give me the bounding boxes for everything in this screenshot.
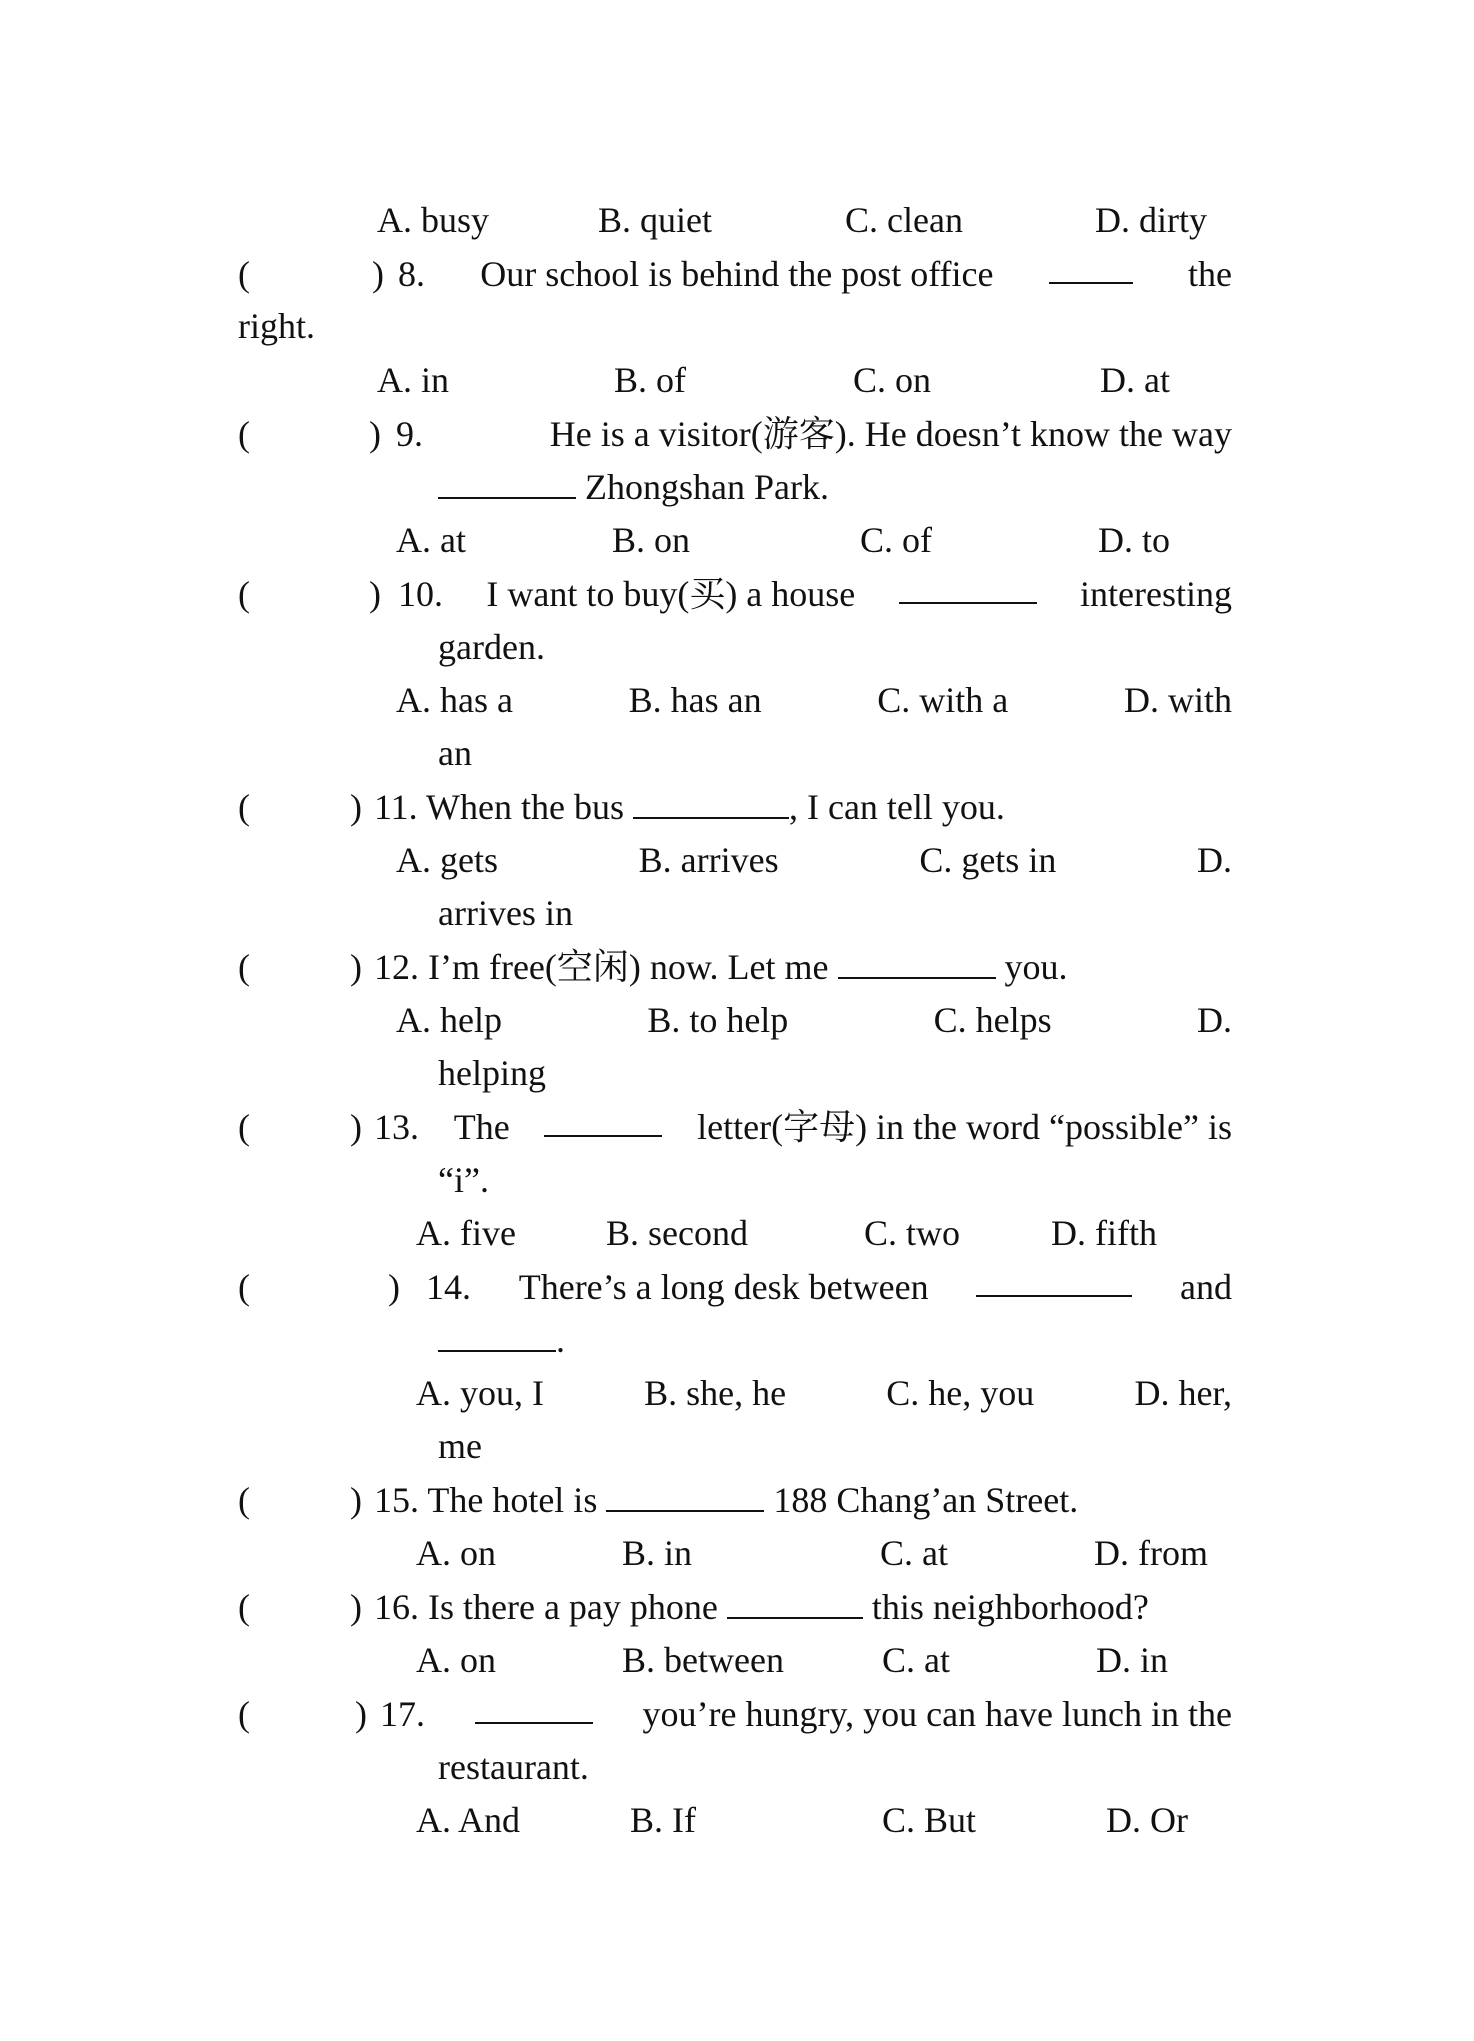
option-c: C. at: [880, 1533, 948, 1573]
option-b: B. in: [622, 1533, 693, 1573]
question-number: 13.: [374, 1107, 419, 1147]
answer-paren-open: (: [238, 574, 250, 614]
answer-paren-close: ): [388, 1267, 400, 1307]
question-13: [374, 1105, 1232, 1149]
question-10-continuation: garden.: [438, 627, 545, 667]
question-text: When the bus: [426, 787, 624, 827]
answer-blank: [899, 572, 1037, 604]
option-a: A. help: [396, 1000, 502, 1040]
question-15: [374, 1478, 1078, 1522]
option-a: A. in: [377, 360, 449, 400]
question-text: He is a visitor(游客). He doesn’t know the way: [549, 414, 1232, 454]
answer-paren-open: (: [238, 1587, 250, 1627]
answer-blank: [633, 787, 789, 819]
question-text-after: Zhongshan Park.: [585, 467, 829, 507]
option-d: D.: [1197, 840, 1232, 880]
option-c: C. two: [864, 1213, 961, 1253]
question-9-continuation: [438, 465, 829, 509]
question-12-options: [396, 998, 1232, 1042]
option-d-continuation: arrives in: [438, 893, 573, 933]
option-b: B. she, he: [644, 1373, 787, 1413]
question-number: 16.: [374, 1587, 419, 1627]
answer-blank: [438, 467, 576, 499]
question-text: I’m free(空闲) now. Let me: [428, 947, 829, 987]
question-text-after: and: [1180, 1267, 1232, 1307]
answer-blank: [1049, 252, 1133, 284]
answer-paren-open: (: [238, 947, 250, 987]
option-c: C. gets in: [919, 840, 1057, 880]
option-b: B. of: [614, 360, 686, 400]
answer-blank: [438, 1320, 556, 1352]
question-14: [426, 1265, 1232, 1309]
answer-paren-close: ): [369, 574, 381, 614]
answer-blank: [727, 1587, 863, 1619]
question-text-after: letter(字母) in the word “possible” is: [697, 1107, 1232, 1147]
option-a: A. busy: [377, 200, 490, 240]
answer-paren-open: (: [238, 1267, 250, 1307]
answer-paren-open: (: [238, 1107, 250, 1147]
answer-blank: [838, 947, 996, 979]
question-10: [398, 572, 1232, 616]
option-a: A. you, I: [416, 1373, 544, 1413]
period: .: [556, 1320, 565, 1360]
answer-paren-close: ): [350, 787, 362, 827]
option-a: A. has a: [396, 680, 513, 720]
answer-paren-close: ): [372, 254, 384, 294]
answer-blank: [544, 1105, 662, 1137]
option-d: D. her,: [1134, 1373, 1232, 1413]
option-b: B. has an: [628, 680, 762, 720]
question-text: The: [453, 1107, 510, 1147]
answer-paren-close: ): [350, 1587, 362, 1627]
option-c: C. But: [882, 1800, 977, 1840]
question-number: 17.: [380, 1694, 425, 1734]
option-c: C. on: [853, 360, 932, 400]
option-b: B. arrives: [638, 840, 779, 880]
question-number: 12.: [374, 947, 419, 987]
question-16: [374, 1585, 1149, 1629]
option-c: C. of: [860, 520, 932, 560]
question-text-after: this neighborhood?: [871, 1587, 1149, 1627]
option-d-continuation: an: [438, 733, 472, 773]
answer-paren-close: ): [355, 1694, 367, 1734]
option-d-continuation: helping: [438, 1053, 546, 1093]
option-b: B. quiet: [598, 200, 712, 240]
option-d: D. dirty: [1095, 200, 1207, 240]
question-text-after: interesting: [1080, 574, 1232, 614]
option-a: A. at: [396, 520, 466, 560]
question-11: [374, 785, 1005, 829]
answer-paren-close: ): [350, 1107, 362, 1147]
question-9: [396, 412, 1232, 456]
option-b: B. on: [612, 520, 691, 560]
answer-paren-close: ): [350, 947, 362, 987]
question-12: [374, 945, 1068, 989]
question-8: [398, 252, 1232, 296]
question-text: The hotel is: [427, 1480, 598, 1520]
question-number: 10.: [398, 574, 443, 614]
option-d: D. fifth: [1051, 1213, 1157, 1253]
option-b: B. second: [606, 1213, 748, 1253]
question-10-options: [396, 678, 1232, 722]
option-a: A. on: [416, 1640, 496, 1680]
answer-paren-close: ): [350, 1480, 362, 1520]
option-d-continuation: me: [438, 1426, 482, 1466]
option-c: C. with a: [877, 680, 1009, 720]
question-number: 8.: [398, 254, 425, 294]
option-c: C. helps: [933, 1000, 1052, 1040]
option-a: A. gets: [396, 840, 498, 880]
option-d: D. with: [1123, 680, 1232, 720]
answer-paren-close: ): [369, 414, 381, 454]
question-14-options: [416, 1371, 1232, 1415]
question-text-after: you’re hungry, you can have lunch in the: [642, 1694, 1232, 1734]
answer-paren-open: (: [238, 414, 250, 454]
option-a: A. And: [416, 1800, 521, 1840]
question-11-options: [396, 838, 1232, 882]
option-d: D. from: [1094, 1533, 1208, 1573]
option-c: C. he, you: [886, 1373, 1035, 1413]
question-text-after: , I can tell you.: [788, 787, 1005, 827]
question-text: I want to buy(买) a house: [486, 574, 856, 614]
option-d: D. in: [1096, 1640, 1168, 1680]
question-text: Our school is behind the post office: [480, 254, 994, 294]
option-b: B. If: [630, 1800, 696, 1840]
answer-paren-open: (: [238, 254, 250, 294]
question-number: 14.: [426, 1267, 471, 1307]
option-b: B. between: [622, 1640, 784, 1680]
question-14-continuation: [438, 1318, 565, 1362]
option-d: D. Or: [1106, 1800, 1188, 1840]
option-d: D. at: [1100, 360, 1170, 400]
option-c: C. clean: [845, 200, 963, 240]
question-13-continuation: “i”.: [438, 1160, 489, 1200]
question-text-after: 188 Chang’an Street.: [773, 1480, 1079, 1520]
question-17-continuation: restaurant.: [438, 1747, 589, 1787]
question-text-after: you.: [1004, 947, 1068, 987]
answer-paren-open: (: [238, 787, 250, 827]
option-b: B. to help: [647, 1000, 789, 1040]
option-a: A. on: [416, 1533, 496, 1573]
question-number: 11.: [374, 787, 418, 827]
option-a: A. five: [416, 1213, 516, 1253]
question-number: 15.: [374, 1480, 419, 1520]
answer-paren-open: (: [238, 1694, 250, 1734]
option-d: D. to: [1098, 520, 1170, 560]
question-17: [380, 1692, 1232, 1736]
question-text: There’s a long desk between: [518, 1267, 929, 1307]
question-text: Is there a pay phone: [428, 1587, 718, 1627]
question-number: 9.: [396, 414, 423, 454]
answer-blank: [976, 1265, 1132, 1297]
answer-blank: [606, 1480, 764, 1512]
option-c: C. at: [882, 1640, 950, 1680]
question-8-continuation: right.: [238, 306, 315, 346]
option-d: D.: [1196, 1000, 1232, 1040]
question-text-after: the: [1188, 254, 1232, 294]
answer-blank: [475, 1692, 593, 1724]
answer-paren-open: (: [238, 1480, 250, 1520]
